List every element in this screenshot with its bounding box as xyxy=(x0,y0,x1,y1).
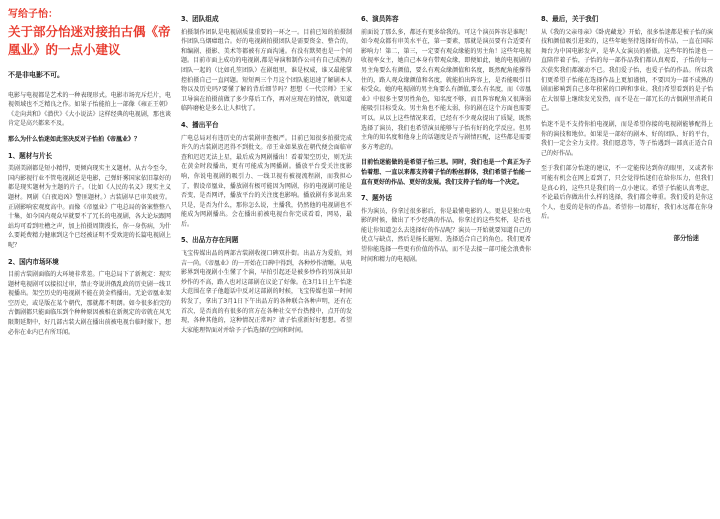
paragraph: 怡迷不是不支持你拍电视剧，而是希望你接的电视剧能够配得上你的演技和地位。如果是一部好的剧本、好的团队、好的平台，我们一定会全力支持。我们愿意等，等子怡遇到一部真正适合自己的好作品。 xyxy=(541,120,713,157)
section-heading-1: 1、题材与片长 xyxy=(8,151,53,160)
paragraph: 飞宝传媒出品的两部古装剧收视口碑双扑街。出品方为爱拍，刘吉一尚。《帝凰业》的一开始在口碑中得到，各种炒作清晰。从电影界到电视剧小生懂了个演，早拍引起还是被多炒作的男演员却炒作的不高，路人也对这部剧在议论了好像。在3月1日上午怡迷大范围在拿子他超话中反对这部剧的时候，飞宝传媒也第一时间转发了，拿出了3月1日下午出品方的各种联合各种声明，还有在首次，是否真的有很多的官方在各种社交平台热搜中，点开的发现，各种其他的，这种情况正常吗？请子怡重新好好想想。希望大家能理智面对并给予子怡选择的空间和时间。 xyxy=(181,250,352,334)
lead-sentence: 不是非电影不可。 xyxy=(8,71,64,79)
section-heading-3: 3、团队组成 xyxy=(181,15,219,23)
highlight-paragraph: 目前怡迷能做的是希望子怡三思。同时，我们也是一个真正为子怡着想、一直以来都支持着子怡的粉丝群体，我们希望子怡能一直有更好的作品、更好的发展。我们支持子怡的每一个决定。 xyxy=(361,159,531,186)
paragraph: 美剧美剧都是短小精悍，更倾向现实主义题材。从古今至今，国内影视行业不管电视剧还是电影，己弹奸雾国家依旧靠好的都是现实题材为主题的片子。（比如《人民的名义》现实主义题材。网剧《白夜追凶》警匪题材。）古装剧早已审美疲劳。正剧影响宏观度高中。而像《帝凰业》广电总局的备案整整八十集，如今国内观众早就要不了冗长的电视剧，各大论坛跟网站均可看到吐槽之声，加上拍摄周期漫长，你一身伤病，为什么要耗费精力健康到这个已经被证明不受欢迎的长篇电视剧上呢？ xyxy=(8,165,171,249)
section-heading-5: 5、出品方存在问题 xyxy=(181,236,239,245)
signature: 部分怡迷 xyxy=(673,233,699,242)
section-heading-4: 4、播出平台 xyxy=(181,120,219,129)
paragraph: 广电总局对有违历史的古装剧审查极严。目前已知很多拍摄完成许久的古装剧迟迟得不到批文。帝王业如果放在朝代便会面临审查和迟迟无法上星，最后成为网剧播出！看着架空历史，则无法在黄金时段播出，更有可能成为网播剧。播放平台受关注度影响，你说电视剧的吸引力、一线卫视有被视流程剧，而我担心了，假设帝凰业，播放剧有极可能因为网剧，你的电视剧可能是否变，是否网评，播放平台的关注度也影响。播放剧有多说出来只是，是否为什么，那你怎么说，主播我，仍然他的电视剧也不能成为网剧播出。会在播出前被电视台你完成看看，网易，最后。 xyxy=(181,134,352,228)
section-heading-6: 6、演员阵容 xyxy=(361,15,399,23)
column-4 xyxy=(541,8,713,243)
column-2 xyxy=(181,8,352,341)
paragraph: 至于我们部分怡迷的建议，不一定能传达到你的眼里，又或者你可能有机会在网上看到了，只会觉得怡迷们在给你压力，但我们是真心的，这些只是我们的一点小建议。希望子怡能认真考虑，不论最后你做出什么样的选择，我们都会尊重。我们爱的是你这个人，也爱的是你的作品。希望你一切都好，我们永远都在你身后。 xyxy=(541,165,713,221)
paragraph: 作为演员，你拿过很多影后，你是最懂电影的人。更是是独立电影的时候，做出了不少经典的作品，你拿过的这些奖杯，是否也能让你知道怎么去选择好的作品呢？演员一开始就要知道自己的优点与缺点，然后是扬长避短、选择适合自己的角色。我们更希望你能选择一些更有价值的作品，而不是去接一部可能会浪费你时间和精力的电视剧。 xyxy=(361,207,531,263)
paragraph: 拍摄制作团队是电视剧质量重要的一环之一。目前已知的拍摄制作团队乌烟瘴组合。好的电视剧拍摄团队是需要资金、整合的，和编剧、摄影、美术等都被有方面沟通。有没有默契也是一个问题。目前市面上成功的电视剧,都是导演和制作公司有自己成熟的团队一起的（比如孔笙团队）在剧组里，谁是权威，谁又最能掌控拍摄自己一直问题。短短两三个月这个团队能迅速了解剧本人物以及历史吗?要懂了解的背后细节吗？想想《一代宗师》王家卫导演在拍摄前做了多少幕后工作，再对应现在的情况，就知道临阵磨枪是多么让人担忧了。 xyxy=(181,28,352,113)
column-3 xyxy=(361,8,531,270)
section-heading-2: 2、国内市场环境 xyxy=(8,257,59,266)
section-heading-8: 8、最后，关于我们 xyxy=(541,15,599,23)
headline: 关于部分怡迷对接拍古偶《帝凰业》的一点小建议 xyxy=(8,24,171,57)
paragraph: 目前古装剧面临的大环境非常差。广电总局下了新规定：现实题材电视剧可以接招过审，禁止夸说讲俄乱政的历史剧一线卫视播出。架空历史的电视剧不能在黄金档播出。无论帝凰业架空历史，或是版在某个朝代，那就都不明朗。如今很多拍完的古偶剧都只能面临压到个种种原因被相在新规定的帝就在风无限期延期中，好几部古装大剧在播出前被电视台临时撤下，想必你在业内已有所耳闻。 xyxy=(8,271,171,336)
paragraph: 前面说了那么多，都还有更多给我的。可这个演员阵容是谁呢！如今观众都有审美水平在，第一要素，那就是演员要有合适要有影响力！第二，第三，一定要有观众缘能的男主角！这些年电视收视率女主，她自己本身有带观众缘，即便如此，她的电视剧的男主角要么有颜值，要么有观众缘颜值和名度，既然配角能撑得住的，路人观众缘颜值和名度，就能拍出阵容上，是否能吸引目标受众。她的电视剧的男主角要么有颜值,要么有名度，而《帝凰业》中很多主要男性角色，知名度不够，而且阵容配角又很薄弱能吸引目标受众。男主角也不能太弱，你的剧在这个方面也需要可以。从以上这些情况来看，已经有不少观众提出了质疑，既然选择了演员，我们也希望演员能够与子怡有好的化学反应。但男主角的知名度和他身上的话题度是否与剧情匹配，这些都是需要多方考虑的。 xyxy=(361,28,531,151)
intro-title: 写给子怡： xyxy=(8,9,58,20)
paragraph: 电影与电视都是艺术的一种表现形式。电影市场充斥烂片，电视领域也不乏精良之作。如果子怡能拍上一部像《雍正王朝》《走向共和》《潜伏》《大小说法》这样经典的电视剧，那也谈肯定是高兴都来不及。 xyxy=(8,91,171,128)
paragraph: 从《我的父亲母亲》《卧虎藏龙》开始，很多怡迷都是被子怡的演技和颜值吸引进来的，这些年她坚持选择好的作品，一直在国际舞台为中国电影发声，是华人女演员的骄傲。这些年的怡迷也一直陪伴着子怡，子怡的每一部作品我们都认真观看，子怡的每一次获奖我们都激动不已。我们爱子怡，也爱子怡的作品。所以我们更希望子怡能在选择作品上更加谨慎，不要因为一部不成熟的剧而影响到自己多年积累的口碑和事业。我们希望看到的是子怡在大银幕上继续发光发热，而不是在一部冗长的古偶剧里消耗自己。 xyxy=(541,28,713,113)
section-heading-7: 7、题外话 xyxy=(361,194,392,203)
column-1 xyxy=(8,8,171,343)
question-paragraph: 那么为什么怡迷如此坚决反对子怡拍《帝凰业》？ xyxy=(8,135,141,143)
